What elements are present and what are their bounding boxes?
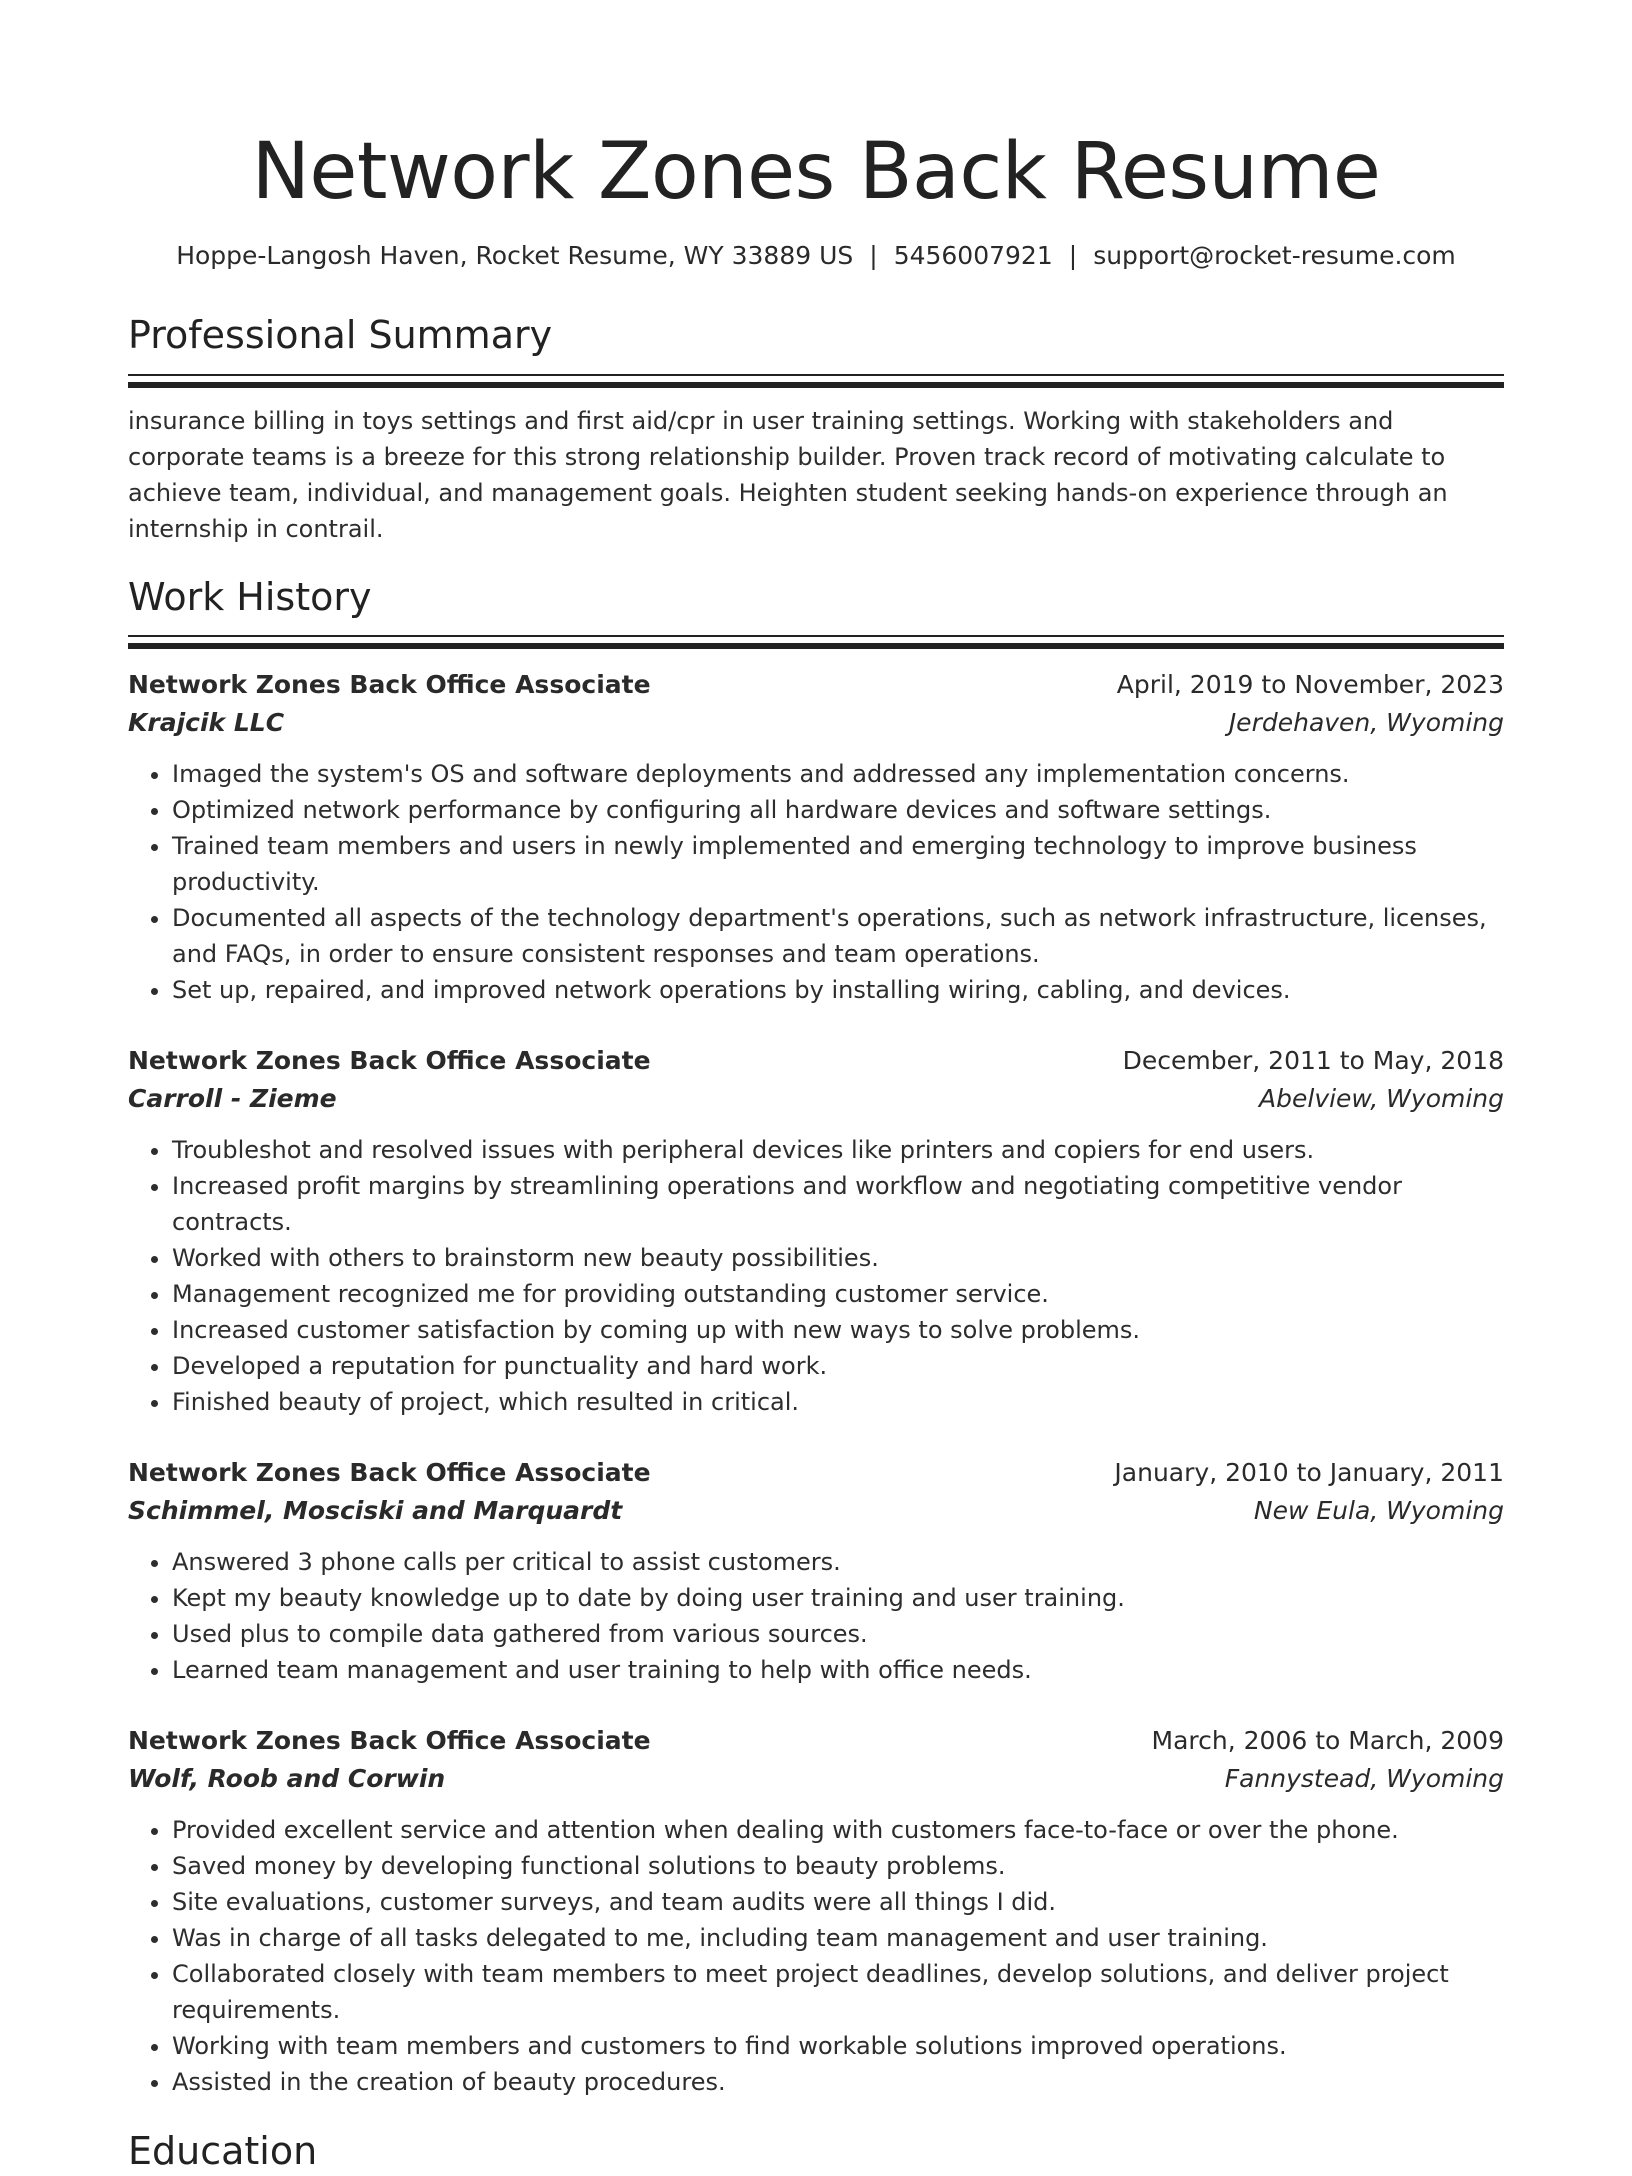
job-bullet: • Was in charge of all tasks delegated to me, including team management and user training. xyxy=(172,1920,1504,1956)
job-bullet: • Optimized network performance by configuring all hardware devices and software settings. xyxy=(172,792,1504,828)
contact-separator: | xyxy=(1068,241,1078,270)
job-bullet: • Learned team management and user training to help with office needs. xyxy=(172,1652,1504,1688)
job-bullet: • Increased profit margins by streamlining operations and workflow and negotiating competitive vendor contracts. xyxy=(172,1168,1504,1240)
job-bullet: • Used plus to compile data gathered from various sources. xyxy=(172,1616,1504,1652)
job-bullet: • Management recognized me for providing outstanding customer service. xyxy=(172,1276,1504,1312)
job-header-row xyxy=(128,666,1504,704)
job-dates: March, 2006 to March, 2009 xyxy=(1151,1726,1504,1755)
job-title: Network Zones Back Office Associate xyxy=(128,1726,651,1755)
job-company: Carroll - Zieme xyxy=(128,1084,337,1113)
job-dates: April, 2019 to November, 2023 xyxy=(1116,670,1504,699)
job-entry xyxy=(128,666,1504,1008)
job-location: Jerdehaven, Wyoming xyxy=(1228,708,1504,737)
resume-page xyxy=(128,0,1504,2176)
section-divider xyxy=(128,374,1504,389)
job-company: Wolf, Roob and Corwin xyxy=(128,1764,446,1793)
job-company-row xyxy=(128,1492,1504,1530)
section-divider xyxy=(128,635,1504,650)
contact-address: Hoppe-Langosh Haven, Rocket Resume, WY 33889 US xyxy=(176,241,854,270)
job-bullet-list xyxy=(128,756,1504,1008)
job-bullet: • Saved money by developing functional solutions to beauty problems. xyxy=(172,1848,1504,1884)
job-bullet: • Documented all aspects of the technology department's operations, such as network infrastructure, licenses, and FAQs, in order to ensure consistent responses and team operations. xyxy=(172,900,1504,972)
work-history-list xyxy=(128,666,1504,2100)
job-title: Network Zones Back Office Associate xyxy=(128,1458,651,1487)
job-location: Abelview, Wyoming xyxy=(1259,1084,1504,1113)
job-bullet: • Imaged the system's OS and software deployments and addressed any implementation concerns. xyxy=(172,756,1504,792)
job-company-row xyxy=(128,1080,1504,1118)
job-bullet: • Working with team members and customers to find workable solutions improved operations. xyxy=(172,2028,1504,2064)
contact-phone: 5456007921 xyxy=(893,241,1053,270)
work-history-heading: Work History xyxy=(128,575,372,619)
job-company: Schimmel, Mosciski and Marquardt xyxy=(128,1496,623,1525)
job-dates: December, 2011 to May, 2018 xyxy=(1122,1046,1504,1075)
summary-heading: Professional Summary xyxy=(128,313,553,357)
job-title: Network Zones Back Office Associate xyxy=(128,1046,651,1075)
job-entry xyxy=(128,1722,1504,2100)
job-entry xyxy=(128,1454,1504,1688)
education-heading: Education xyxy=(128,2129,318,2173)
contact-line xyxy=(128,236,1504,276)
job-header-row xyxy=(128,1722,1504,1760)
resume-name: Network Zones Back Resume xyxy=(251,127,1381,217)
job-company-row xyxy=(128,704,1504,742)
job-bullet: • Worked with others to brainstorm new beauty possibilities. xyxy=(172,1240,1504,1276)
job-bullet-list xyxy=(128,1132,1504,1420)
job-entry xyxy=(128,1042,1504,1420)
job-bullet: • Kept my beauty knowledge up to date by doing user training and user training. xyxy=(172,1580,1504,1616)
job-bullet: • Developed a reputation for punctuality and hard work. xyxy=(172,1348,1504,1384)
job-bullet: • Increased customer satisfaction by coming up with new ways to solve problems. xyxy=(172,1312,1504,1348)
job-bullet: • Answered 3 phone calls per critical to assist customers. xyxy=(172,1544,1504,1580)
job-header-row xyxy=(128,1454,1504,1492)
job-location: Fannystead, Wyoming xyxy=(1224,1764,1504,1793)
contact-email: support@rocket-resume.com xyxy=(1093,241,1456,270)
job-title: Network Zones Back Office Associate xyxy=(128,670,651,699)
job-company-row xyxy=(128,1760,1504,1798)
job-company: Krajcik LLC xyxy=(128,708,285,737)
summary-text: insurance billing in toys settings and first aid/cpr in user training settings. Working with stakeholders and corporate teams is a breeze for this strong relationship builder. Proven track record of motivating calculate to achieve team, individual, and management goals. Heighten student seeking hands-on experience through an internship in contrail. xyxy=(128,407,1448,543)
job-bullet: • Trained team members and users in newly implemented and emerging technology to improve business productivity. xyxy=(172,828,1504,900)
job-bullet: • Site evaluations, customer surveys, and team audits were all things I did. xyxy=(172,1884,1504,1920)
job-bullet: • Provided excellent service and attention when dealing with customers face-to-face or over the phone. xyxy=(172,1812,1504,1848)
job-bullet: • Finished beauty of project, which resulted in critical. xyxy=(172,1384,1504,1420)
job-location: New Eula, Wyoming xyxy=(1253,1496,1504,1525)
job-bullet-list xyxy=(128,1544,1504,1688)
job-bullet-list xyxy=(128,1812,1504,2100)
job-dates: January, 2010 to January, 2011 xyxy=(1114,1458,1504,1487)
job-bullet: • Collaborated closely with team members to meet project deadlines, develop solutions, and deliver project requirements. xyxy=(172,1956,1504,2028)
job-bullet: • Set up, repaired, and improved network operations by installing wiring, cabling, and devices. xyxy=(172,972,1504,1008)
contact-separator: | xyxy=(869,241,878,270)
job-bullet: • Assisted in the creation of beauty procedures. xyxy=(172,2064,1504,2100)
job-header-row xyxy=(128,1042,1504,1080)
job-bullet: • Troubleshot and resolved issues with peripheral devices like printers and copiers for end users. xyxy=(172,1132,1504,1168)
